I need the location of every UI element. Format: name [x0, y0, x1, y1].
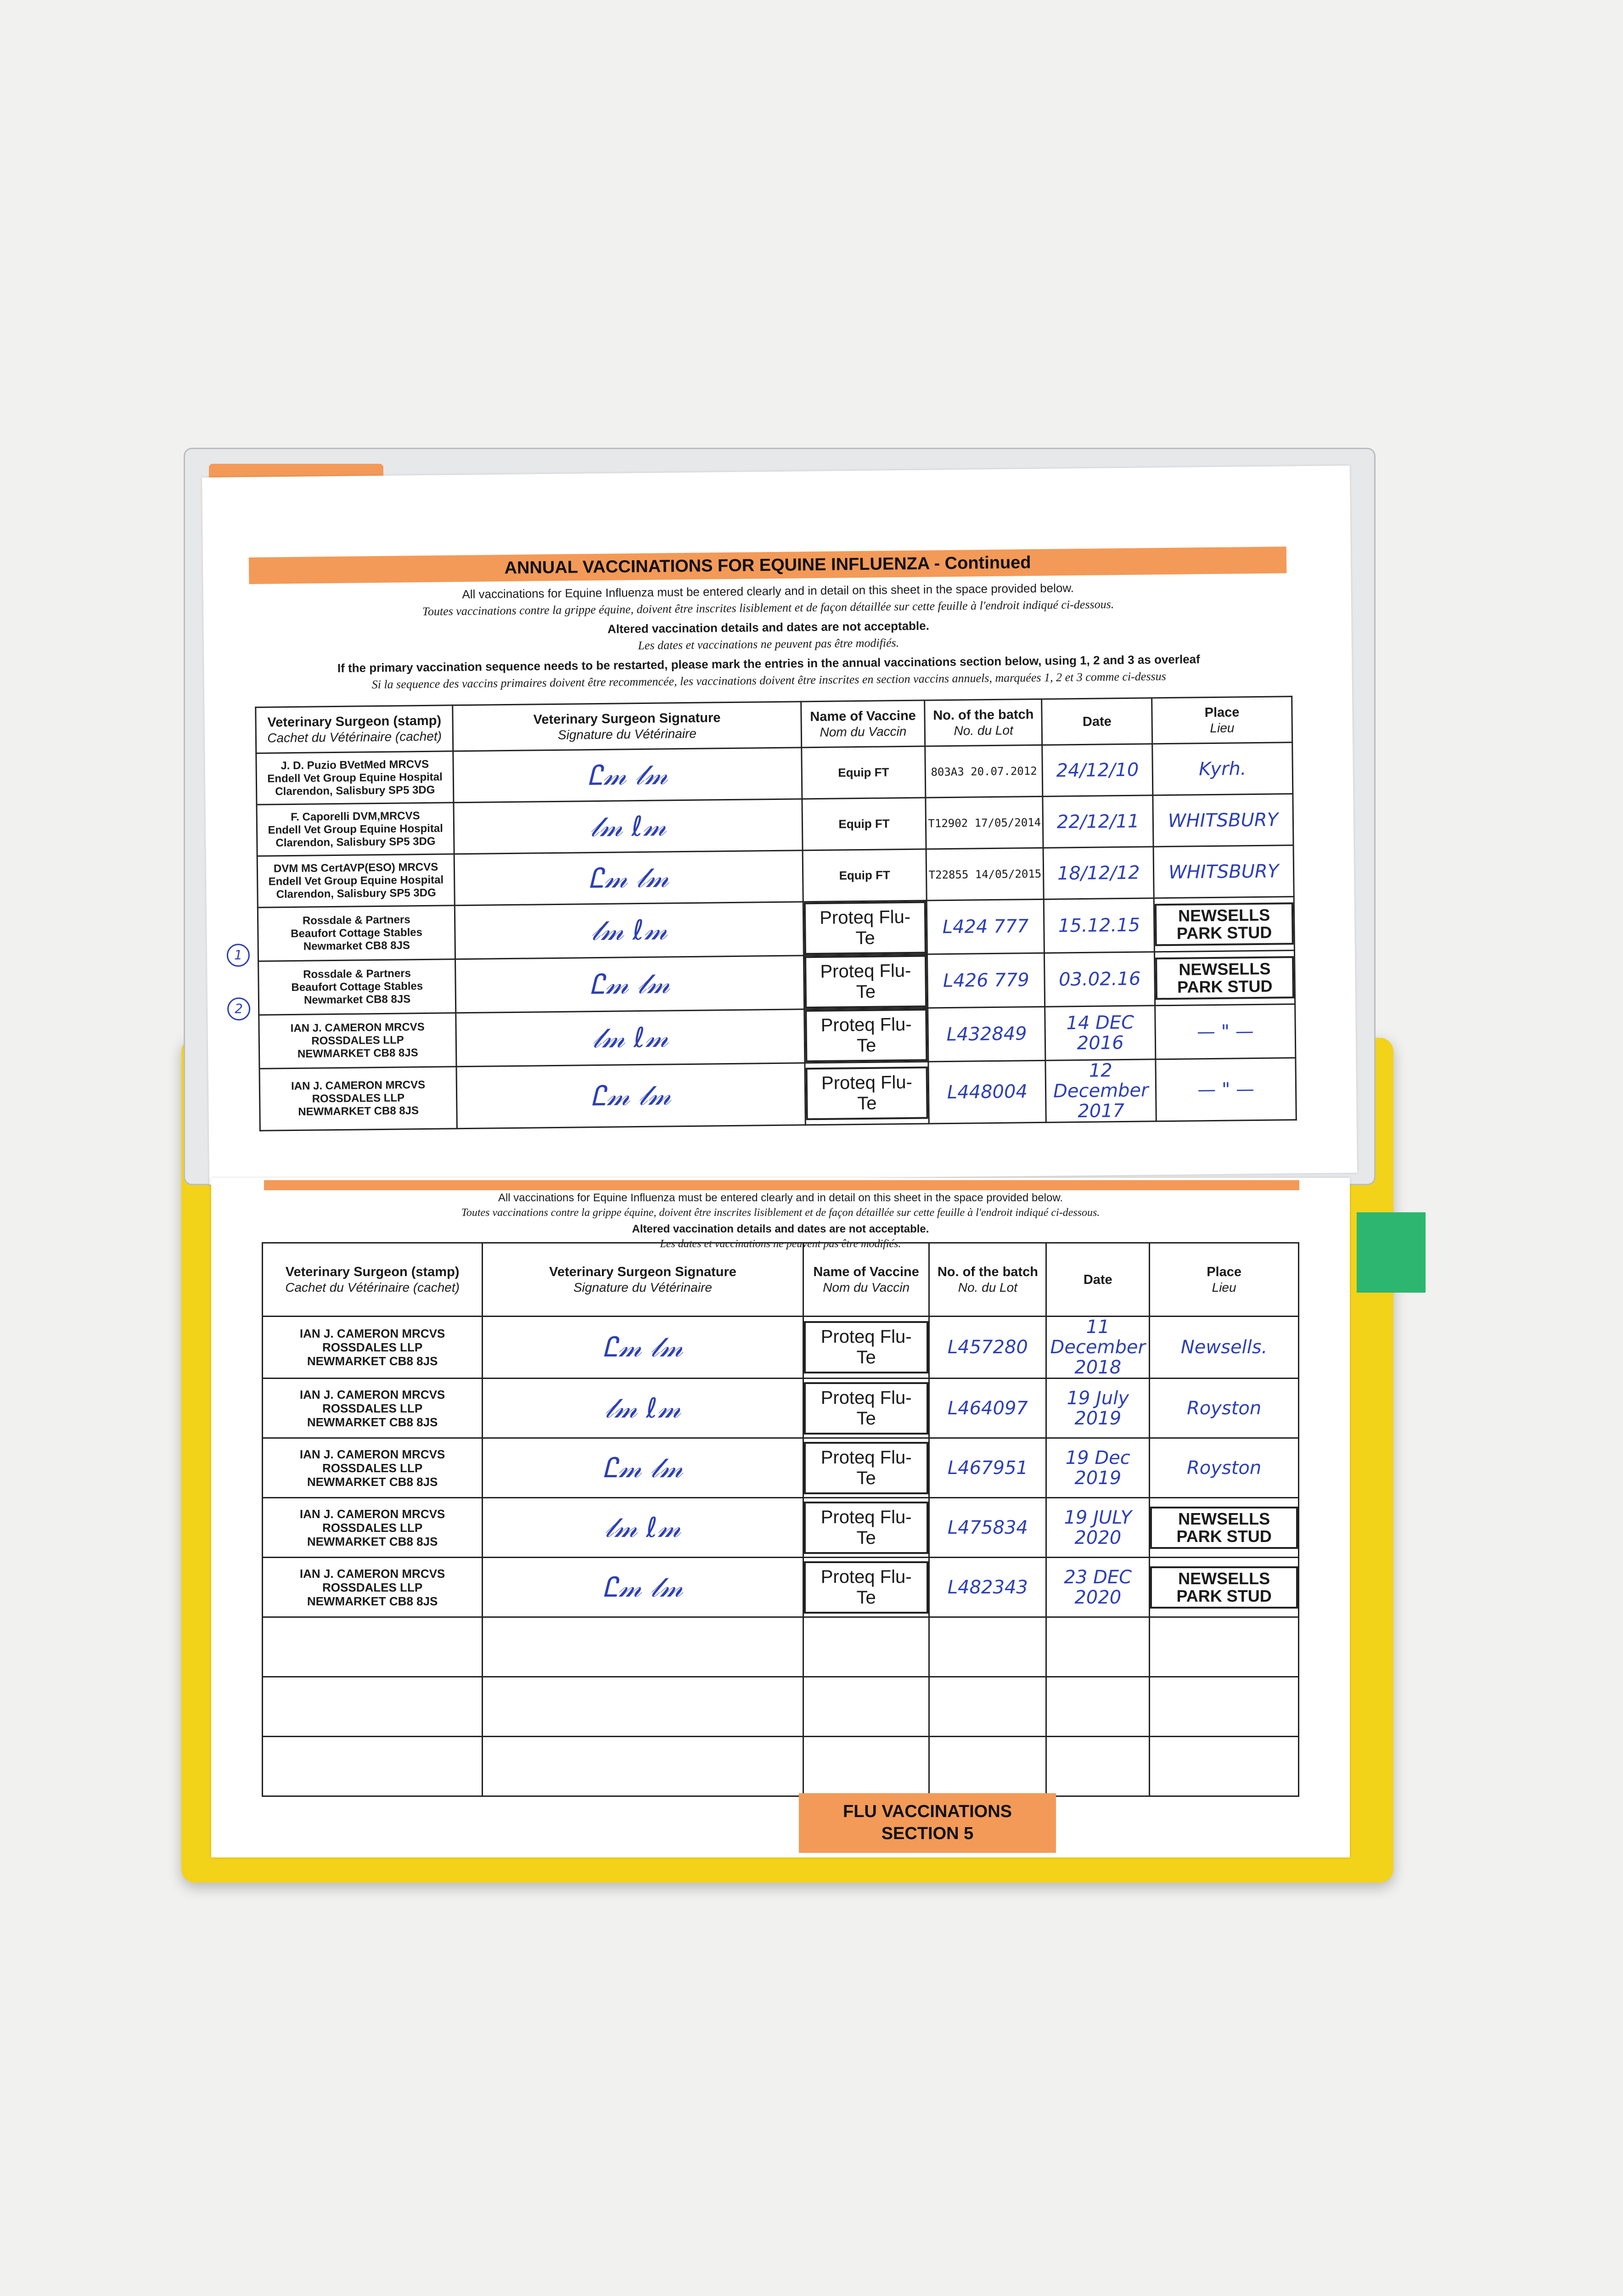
stamp-line: IAN J. CAMERON MRCVS: [291, 1078, 426, 1093]
signature-cell: [455, 902, 804, 959]
date-cell: [1045, 1006, 1156, 1061]
stamp-line: ROSSDALES LLP: [322, 1340, 423, 1354]
batch-number: L457280: [947, 1337, 1028, 1358]
place-cell: [1150, 1677, 1299, 1737]
vaccination-date: 23 DEC 2020: [1064, 1566, 1132, 1608]
note-altered-fr: Les dates et vaccinations ne peuvent pas être modifiés.: [638, 636, 899, 653]
vaccine-cell: [803, 1317, 929, 1379]
stamp-line: Endell Vet Group Equine Hospital: [268, 822, 444, 837]
place-cell: [1153, 845, 1294, 898]
vaccine-label: Equip FT: [838, 765, 889, 780]
vaccine-label: Proteq Flu-Te: [804, 1321, 929, 1373]
vaccination-place: Royston: [1186, 1397, 1262, 1419]
vaccination-date: 03.02.16: [1058, 968, 1141, 990]
stamp-line: ROSSDALES LLP: [311, 1034, 404, 1047]
stamp-cell: [263, 1558, 483, 1617]
signature-cell: [483, 1558, 803, 1617]
vaccination-place: NEWSELLS PARK STUD: [1155, 956, 1294, 1000]
note-restart-en: If the primary vaccination sequence needs to be restarted, please mark the entries in the annual vaccinations section below, using 1, 2 and 3 as overleaf: [337, 652, 1200, 675]
col-batch: No. of the batch No. du Lot: [925, 699, 1042, 746]
vaccination-table-bottom: [262, 1242, 1299, 1797]
vaccine-cell: [803, 1498, 929, 1558]
table-row: [263, 1737, 1299, 1796]
date-cell: [1042, 744, 1153, 797]
vaccine-cell: [803, 1677, 929, 1737]
place-cell: [1150, 1737, 1299, 1796]
stamp-cell: [263, 1317, 483, 1379]
table-row: [259, 1058, 1296, 1131]
stamp-line: ROSSDALES LLP: [322, 1461, 423, 1475]
stamp-line: J. D. Puzio BVetMed MRCVS: [281, 758, 429, 772]
vet-stamp: [263, 1388, 482, 1429]
vaccine-label: Proteq Flu-Te: [804, 1502, 929, 1554]
section-footer: [799, 1793, 1056, 1853]
vaccination-place: WHITSBURY: [1168, 860, 1279, 883]
stamp-cell: [263, 1677, 483, 1737]
date-cell: [1045, 952, 1155, 1007]
batch-cell: [926, 796, 1043, 849]
signature-cell: [454, 850, 803, 906]
vet-stamp: [259, 967, 455, 1007]
vaccine-cell: [803, 1379, 929, 1438]
vaccination-place: — " —: [1196, 1021, 1254, 1043]
vaccination-date: 22/12/11: [1056, 810, 1140, 833]
note-fr: Toutes vaccinations contre la grippe équine, doivent être inscrites lisiblement et de façon détaillée sur cette feuille à l'endroit indiqué ci-dessous.: [461, 1207, 1100, 1219]
vet-stamp: [260, 1078, 456, 1119]
vet-stamp: [263, 1447, 482, 1489]
batch-cell: [929, 1677, 1046, 1737]
restart-mark: 2: [227, 997, 251, 1021]
stamp-cell: [263, 1617, 483, 1677]
note-restart-fr: Si la sequence des vaccins primaires doivent être recommencée, les vaccinations doivent être inscrites en section vaccins annuels, marquées 1, 2 et 3 comme ci-dessus: [371, 670, 1166, 692]
place-cell: [1154, 897, 1294, 952]
page-title: ANNUAL VACCINATIONS FOR EQUINE INFLUENZA - Continued: [249, 546, 1286, 584]
vaccine-cell: [801, 746, 926, 799]
place-cell: [1150, 1617, 1299, 1677]
vet-stamp: [263, 1507, 482, 1548]
vaccination-date: 12 December 2017: [1053, 1060, 1149, 1122]
batch-cell: [925, 745, 1043, 798]
table-row: [263, 1677, 1299, 1737]
handwritten-signature: Ꮭ𝓂 𝓁𝓂: [590, 1079, 671, 1113]
signature-cell: [483, 1677, 803, 1737]
stamp-line: ROSSDALES LLP: [312, 1092, 405, 1105]
vaccination-date: 19 JULY 2020: [1064, 1507, 1132, 1548]
vaccination-place: NEWSELLS PARK STUD: [1150, 1507, 1298, 1549]
vaccine-label: Equip FT: [839, 868, 890, 883]
handwritten-signature: Ꮭ𝓂 𝓁𝓂: [602, 1571, 683, 1604]
batch-cell: [928, 1060, 1046, 1124]
vaccine-cell: [803, 1438, 929, 1498]
place-cell: [1156, 1058, 1296, 1121]
vaccination-date: 19 July 2019: [1067, 1387, 1129, 1429]
batch-cell: [928, 1007, 1045, 1062]
signature-cell: [483, 1617, 803, 1677]
vaccine-label: Equip FT: [838, 816, 890, 831]
vaccination-date: 15.12.15: [1058, 914, 1140, 937]
vaccine-label: Proteq Flu-Te: [804, 1382, 929, 1435]
footer-line-1: FLU VACCINATIONS: [842, 1802, 1012, 1821]
handwritten-signature: 𝓁𝓂 ℓ𝓂: [591, 914, 668, 947]
stamp-cell: [263, 1737, 483, 1796]
vaccine-label: Proteq Flu-Te: [805, 1009, 928, 1063]
note-block: [231, 577, 1306, 694]
place-cell: [1150, 1498, 1299, 1558]
handwritten-signature: Ꮭ𝓂 𝓁𝓂: [589, 968, 670, 1001]
stamp-line: Clarendon, Salisbury SP5 3DG: [275, 783, 435, 798]
stamp-cell: [257, 803, 454, 856]
stamp-line: Newmarket CB8 8JS: [303, 939, 410, 953]
batch-cell: [929, 1379, 1046, 1438]
signature-cell: [483, 1737, 803, 1796]
vaccination-table-top: [234, 696, 1297, 1131]
vaccination-date: 18/12/12: [1057, 862, 1140, 884]
vaccine-label: Proteq Flu-Te: [804, 1442, 929, 1494]
note-altered-fr: Les dates et vaccinations ne peuvent pas être modifiés.: [660, 1238, 901, 1250]
table-row: [263, 1558, 1299, 1617]
vaccination-date: 24/12/10: [1056, 759, 1139, 782]
place-cell: [1155, 1004, 1296, 1059]
batch-cell: [927, 953, 1045, 1008]
col-vaccine: Name of Vaccine Nom du Vaccin: [803, 1243, 929, 1317]
handwritten-signature: 𝓁𝓂 ℓ𝓂: [605, 1511, 681, 1544]
stamp-line: Rossdale & Partners: [302, 913, 410, 927]
date-cell: [1044, 898, 1154, 953]
stamp-line: Clarendon, Salisbury SP5 3DG: [276, 886, 436, 900]
table-row: [263, 1379, 1299, 1438]
stamp-line: IAN J. CAMERON MRCVS: [299, 1327, 445, 1340]
vaccine-cell: [803, 1617, 929, 1677]
note-en: All vaccinations for Equine Influenza must be entered clearly and in detail on this sheet in the space provided below.: [498, 1192, 1063, 1204]
stamp-line: Clarendon, Salisbury SP5 3DG: [275, 835, 436, 849]
stamp-line: Endell Vet Group Equine Hospital: [268, 873, 444, 888]
stamp-line: NEWMARKET CB8 8JS: [307, 1415, 438, 1429]
stamp-line: IAN J. CAMERON MRCVS: [299, 1566, 445, 1581]
note-altered-en: Altered vaccination details and dates are not acceptable.: [632, 1223, 929, 1235]
place-cell: [1152, 743, 1293, 795]
stamp-line: Beaufort Cottage Stables: [291, 980, 423, 994]
signature-cell: [483, 1379, 803, 1438]
batch-cell: [929, 1317, 1046, 1379]
restart-mark: 1: [227, 944, 250, 967]
note-altered-en: Altered vaccination details and dates are not acceptable.: [607, 619, 930, 636]
place-cell: [1150, 1317, 1299, 1379]
batch-number: L464097: [947, 1397, 1028, 1419]
date-cell: [1046, 1379, 1150, 1438]
handwritten-signature: Ꮭ𝓂 𝓁𝓂: [602, 1452, 683, 1484]
stamp-cell: [256, 751, 454, 805]
col-date: Date: [1046, 1243, 1150, 1317]
batch-number: L482343: [947, 1576, 1028, 1598]
stamp-line: ROSSDALES LLP: [322, 1520, 423, 1535]
table-row: [259, 1004, 1296, 1069]
batch-cell: [926, 848, 1044, 900]
batch-number: 803A3 20.07.2012: [931, 764, 1037, 778]
table-row: [263, 1438, 1299, 1498]
stamp-line: IAN J. CAMERON MRCVS: [299, 1507, 445, 1521]
table-row: [258, 897, 1294, 962]
vaccination-place: WHITSBURY: [1168, 809, 1279, 832]
date-cell: [1046, 1737, 1150, 1796]
vaccine-cell: [803, 954, 928, 1009]
vaccine-cell: [803, 900, 927, 956]
top-band: [264, 1180, 1299, 1190]
col-stamp: Veterinary Surgeon (stamp) Cachet du Vétérinaire (cachet): [263, 1243, 483, 1317]
stamp-line: NEWMARKET CB8 8JS: [298, 1104, 419, 1118]
vaccine-label: Proteq Flu-Te: [804, 1561, 929, 1614]
batch-cell: [929, 1558, 1046, 1617]
stamp-line: NEWMARKET CB8 8JS: [307, 1594, 438, 1608]
vet-stamp: [263, 1567, 482, 1608]
vaccination-date: 11 December 2018: [1050, 1317, 1146, 1378]
vaccine-cell: [802, 798, 927, 850]
place-cell: [1150, 1379, 1299, 1438]
stamp-line: Newmarket CB8 8JS: [303, 993, 411, 1007]
col-vaccine: Name of Vaccine Nom du Vaccin: [801, 700, 925, 748]
table-row: [263, 1498, 1299, 1558]
date-cell: [1043, 847, 1154, 900]
vaccine-label: Proteq Flu-Te: [803, 901, 927, 955]
batch-number: L426 779: [943, 969, 1029, 992]
vaccine-cell: [803, 1737, 929, 1796]
batch-cell: [929, 1498, 1046, 1558]
signature-cell: [483, 1438, 803, 1498]
top-page: [202, 466, 1357, 1185]
stamp-line: F. Caporelli DVM,MRCVS: [291, 809, 420, 823]
stamp-line: DVM MS CertAVP(ESO) MRCVS: [273, 861, 438, 875]
batch-number: L424 777: [942, 916, 1029, 938]
handwritten-signature: 𝓁𝓂 ℓ𝓂: [605, 1392, 681, 1424]
stamp-line: Beaufort Cottage Stables: [291, 926, 423, 940]
table-header-row: [263, 1243, 1299, 1317]
batch-number: T22855 14/05/2015: [928, 867, 1042, 881]
col-signature: Veterinary Surgeon Signature Signature du Vétérinaire: [483, 1243, 803, 1317]
col-stamp: Veterinary Surgeon (stamp) Cachet du Vétérinaire (cachet): [256, 705, 453, 753]
footer-line-2: SECTION 5: [881, 1824, 974, 1843]
vaccination-date: 19 Dec 2019: [1065, 1447, 1130, 1489]
col-batch: No. of the batch No. du Lot: [929, 1243, 1046, 1317]
vaccine-label: Proteq Flu-Te: [804, 955, 927, 1009]
place-cell: [1150, 1558, 1299, 1617]
stamp-cell: [257, 854, 455, 907]
handwritten-signature: 𝓁𝓂 ℓ𝓂: [590, 810, 667, 843]
place-cell: [1153, 794, 1293, 847]
date-cell: [1045, 1059, 1156, 1123]
date-cell: [1046, 1498, 1150, 1558]
green-tab[interactable]: [1357, 1212, 1426, 1293]
stamp-cell: [263, 1379, 483, 1438]
vaccination-place: Newsells.: [1180, 1337, 1268, 1358]
handwritten-signature: Ꮭ𝓂 𝓁𝓂: [587, 758, 668, 792]
stamp-line: NEWMARKET CB8 8JS: [307, 1354, 438, 1368]
stamp-line: Endell Vet Group Equine Hospital: [267, 771, 443, 785]
stamp-cell: [259, 1013, 457, 1069]
col-date: Date: [1042, 698, 1152, 745]
batch-cell: [929, 1737, 1046, 1796]
date-cell: [1046, 1317, 1150, 1379]
signature-cell: [483, 1498, 803, 1558]
stamp-cell: [235, 959, 456, 1017]
batch-cell: [929, 1617, 1046, 1677]
batch-number: L467951: [947, 1457, 1028, 1479]
handwritten-signature: Ꮭ𝓂 𝓁𝓂: [602, 1331, 683, 1363]
date-cell: [1046, 1617, 1150, 1677]
vet-stamp: [257, 758, 453, 798]
signature-cell: [456, 1009, 805, 1067]
stamp-line: NEWMARKET CB8 8JS: [307, 1474, 438, 1489]
vet-stamp: [263, 1327, 482, 1368]
vaccination-place: — " —: [1197, 1079, 1255, 1101]
signature-cell: [456, 1063, 805, 1129]
handwritten-signature: 𝓁𝓂 ℓ𝓂: [592, 1021, 669, 1055]
vet-stamp: [258, 809, 454, 850]
stamp-cell: [263, 1498, 483, 1558]
col-place: Place Lieu: [1152, 697, 1292, 744]
stamp-line: NEWMARKET CB8 8JS: [297, 1047, 418, 1060]
col-signature: Veterinary Surgeon Signature Signature du Vétérinaire: [453, 702, 801, 751]
batch-cell: [927, 899, 1045, 954]
batch-number: L475834: [947, 1517, 1028, 1538]
stamp-cell: [259, 1067, 457, 1131]
signature-cell: [455, 956, 804, 1013]
vaccine-cell: [803, 1558, 929, 1617]
signature-cell: [454, 799, 803, 854]
stamp-line: Rossdale & Partners: [303, 967, 411, 981]
date-cell: [1043, 795, 1153, 848]
stamp-cell: [263, 1438, 483, 1498]
note-fr: Toutes vaccinations contre la grippe équine, doivent être inscrites lisiblement et de façon détaillée sur cette feuille à l'endroit indiqué ci-dessous.: [422, 597, 1114, 618]
stamp-line: IAN J. CAMERON MRCVS: [290, 1020, 425, 1035]
vet-stamp: [259, 1020, 455, 1061]
vaccination-date: 14 DEC 2016: [1066, 1012, 1134, 1054]
signature-cell: [453, 748, 802, 803]
batch-cell: [929, 1438, 1046, 1498]
note-en: All vaccinations for Equine Influenza must be entered clearly and in detail on this sheet in the space provided below.: [462, 581, 1074, 602]
place-cell: [1155, 951, 1295, 1006]
vaccine-label: Proteq Flu-Te: [805, 1067, 928, 1120]
batch-number: L448004: [947, 1081, 1028, 1103]
vaccination-place: NEWSELLS PARK STUD: [1150, 1566, 1298, 1609]
vaccination-place: Royston: [1186, 1457, 1262, 1479]
table-row: [263, 1317, 1299, 1379]
batch-number: L432849: [946, 1023, 1027, 1046]
date-cell: [1046, 1438, 1150, 1498]
col-place: Place Lieu: [1150, 1243, 1299, 1317]
stamp-line: NEWMARKET CB8 8JS: [307, 1534, 438, 1548]
vaccine-cell: [804, 1008, 928, 1063]
vaccine-cell: [805, 1062, 929, 1125]
vet-stamp: [258, 913, 455, 953]
stamp-line: ROSSDALES LLP: [322, 1580, 423, 1594]
stamp-line: IAN J. CAMERON MRCVS: [299, 1387, 445, 1401]
batch-number: T12902 17/05/2014: [928, 816, 1041, 830]
bottom-page: [211, 1178, 1350, 1857]
signature-cell: [483, 1317, 803, 1379]
vaccine-cell: [803, 849, 927, 902]
stamp-cell: [234, 906, 455, 963]
vaccination-place: NEWSELLS PARK STUD: [1155, 902, 1294, 946]
vet-stamp: [258, 861, 454, 901]
table-row: [263, 1617, 1299, 1677]
stamp-line: ROSSDALES LLP: [322, 1401, 423, 1415]
stamp-line: IAN J. CAMERON MRCVS: [299, 1447, 445, 1461]
date-cell: [1046, 1558, 1150, 1617]
handwritten-signature: Ꮭ𝓂 𝓁𝓂: [588, 861, 669, 895]
place-cell: [1150, 1438, 1299, 1498]
vaccination-place: Kyrh.: [1198, 758, 1247, 780]
date-cell: [1046, 1677, 1150, 1737]
